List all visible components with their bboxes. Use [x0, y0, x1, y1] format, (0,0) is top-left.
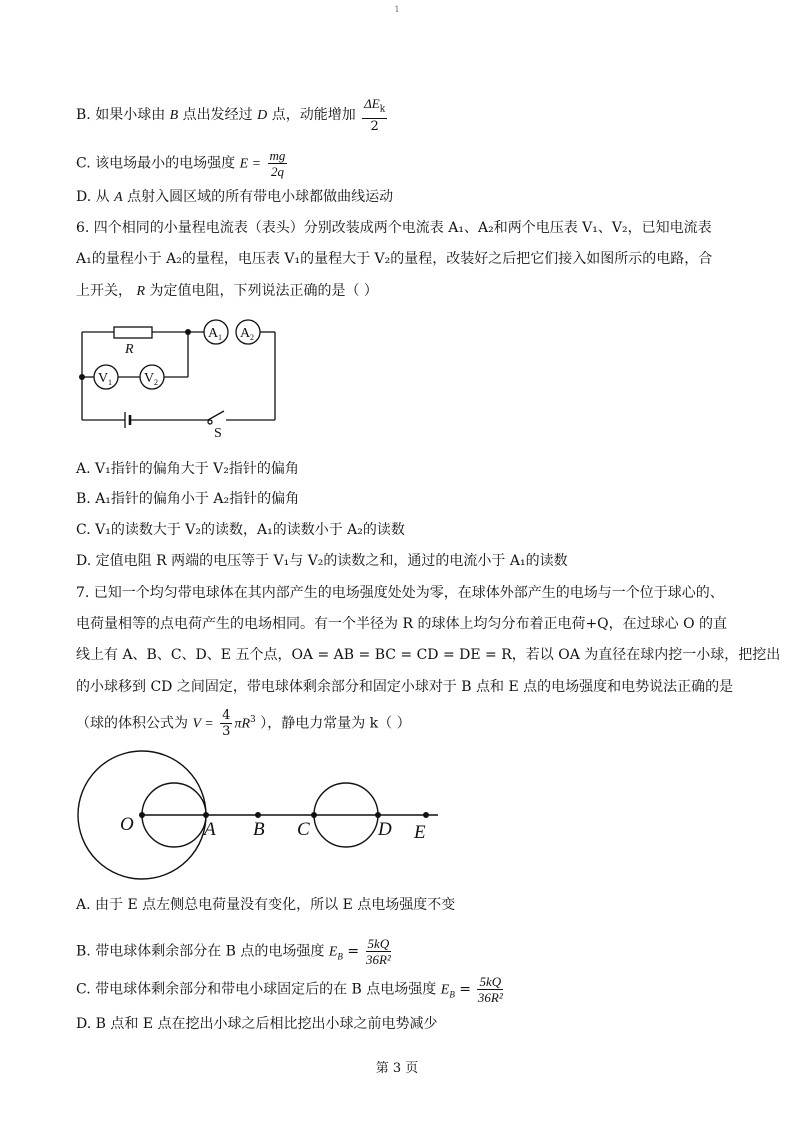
q5-option-b-text: B. 如果小球由	[76, 106, 166, 123]
q7-option-b-fraction	[366, 936, 392, 967]
label-a2-sub: 2	[250, 333, 254, 342]
q5-option-b-point-d: D	[257, 107, 268, 123]
q7-stem-line2: 电荷量相等的点电荷产生的电场相同。有一个半径为 R 的球体上均匀分布着正电荷+Q，在过球心 O 的直	[76, 616, 728, 632]
frac-denominator: 2	[370, 118, 379, 134]
q6-stem-line2: A₁的量程小于 A₂的量程，电压表 V₁的量程大于 V₂的量程，改装好之后把它们接入如图所示的电路，合	[76, 251, 713, 267]
point-b	[255, 812, 261, 818]
q6-stem-r: R	[136, 284, 146, 299]
q7-formula-v: V =	[192, 716, 214, 732]
q7-formula-fraction	[220, 708, 232, 739]
frac-numerator: ΔE	[364, 96, 380, 111]
label-v1-sub: 1	[108, 378, 112, 387]
label-b: B	[253, 819, 265, 840]
q5-option-c-text: C. 该电场最小的电场强度	[76, 155, 236, 172]
label-a2: A	[240, 326, 251, 341]
q5-option-d	[76, 188, 393, 207]
q6-stem-line1: 6. 四个相同的小量程电流表（表头）分别改装成两个电流表 A₁、A₂和两个电压表 V₁、V₂，已知电流表	[76, 220, 712, 236]
q7-option-b-e-sub: B	[337, 951, 343, 962]
page-footer: 第 3 页	[375, 1061, 419, 1076]
label-d: D	[378, 819, 392, 840]
label-o: O	[120, 814, 134, 835]
label-a1: A	[208, 326, 219, 341]
label-v1: V	[98, 371, 109, 386]
frac-denominator: 2q	[270, 164, 284, 179]
q6-stem-line3	[76, 282, 378, 301]
frac-denominator: 3	[222, 724, 231, 739]
q6-stem-line3-post: 为定值电阻，下列说法正确的是（ ）	[149, 283, 378, 299]
label-v2-sub: 2	[154, 378, 158, 387]
page-header-mark: 1	[394, 5, 400, 14]
q7-option-a: A. 由于 E 点左侧总电荷量没有变化，所以 E 点电场强度不变	[76, 897, 456, 913]
frac-numerator-sub: k	[379, 104, 386, 115]
sphere-diagram	[76, 749, 446, 889]
q5-option-b	[76, 96, 389, 134]
resistor-r	[114, 327, 152, 338]
switch-contact	[208, 420, 212, 424]
q5-option-b-point-b: B	[169, 107, 179, 123]
label-s: S	[214, 426, 222, 440]
label-r: R	[125, 342, 134, 357]
q7-stem-line3: 线上有 A、B、C、D、E 五个点，OA = AB = BC = CD = DE = R，若以 OA 为直径在球内挖一小球，把挖出	[76, 647, 781, 663]
q5-option-c	[76, 148, 289, 179]
label-v2: V	[144, 371, 155, 386]
frac-numerator: 4	[222, 708, 231, 723]
frac-denominator: 36R²	[477, 990, 503, 1005]
q7-option-c: C. 带电球体剩余部分和带电小球固定后的在 B 点电场强度 $E_B$ = $\frac{5kQ}{\text{36R²}}$	[76, 974, 503, 1005]
q7-stem-line5-post: ），静电力常量为 k（ ）	[260, 715, 411, 732]
q5-option-d-text-post: 点射入圆区域的所有带电小球都做曲线运动	[127, 189, 394, 205]
q7-option-b: B. 带电球体剩余部分在 B 点的电场强度 $E_B$ = $\frac{5kQ}{\text{36R²}}$	[76, 936, 391, 967]
q7-option-c-text: C. 带电球体剩余部分和带电小球固定后的在 B 点电场强度	[76, 981, 437, 998]
point-o	[139, 812, 145, 818]
point-a	[203, 812, 209, 818]
q7-option-c-fraction	[477, 974, 503, 1005]
q7-option-c-e: E	[440, 982, 450, 998]
q6-option-d: D. 定值电阻 R 两端的电压等于 V₁与 V₂的读数之和，通过的电流小于 A₁的读数	[76, 553, 568, 569]
label-a: A	[204, 819, 216, 840]
q5-option-b-fraction	[362, 96, 387, 134]
frac-numerator: mg	[269, 148, 286, 163]
q6-option-c: C. V₁的读数大于 V₂的读数，A₁的读数小于 A₂的读数	[76, 522, 405, 538]
q7-stem-line5	[76, 708, 411, 739]
frac-numerator: 5kQ	[479, 974, 502, 989]
q5-option-c-e: E =	[239, 156, 262, 172]
junction-left	[79, 374, 85, 380]
label-a1-sub: 1	[218, 333, 222, 342]
q7-stem-line5-pre: （球的体积公式为	[76, 715, 188, 732]
frac-numerator: 5kQ	[367, 936, 390, 951]
point-e	[423, 812, 429, 818]
junction-top	[185, 329, 191, 335]
q5-option-b-text-post: 点，动能增加	[271, 106, 356, 123]
q6-option-b: B. A₁指针的偏角小于 A₂指针的偏角	[76, 491, 300, 507]
label-c: C	[297, 819, 310, 840]
q7-stem-line1: 7. 已知一个均匀带电球体在其内部产生的电场强度处处为零，在球体外部产生的电场与一个位于球心的、	[76, 585, 724, 601]
switch-blade	[208, 411, 224, 420]
q7-option-d: D. B 点和 E 点在挖出小球之后相比挖出小球之前电势减少	[76, 1016, 438, 1032]
q5-option-d-point-a: A	[114, 190, 123, 205]
circuit-diagram	[70, 312, 290, 440]
q5-option-b-text-mid: 点出发经过	[182, 106, 253, 123]
label-e: E	[414, 822, 426, 843]
q7-stem-line4: 的小球移到 CD 之间固定，带电球体剩余部分和固定小球对于 B 点和 E 点的电场强度和电势说法正确的是	[76, 679, 734, 695]
q7-option-b-e: E	[328, 944, 338, 960]
q7-formula-exponent: 3	[250, 714, 256, 725]
point-d	[375, 812, 381, 818]
q7-option-c-e-sub: B	[449, 989, 455, 1000]
q7-formula-pir: πR	[234, 716, 251, 732]
q6-stem-line3-text: 上开关，	[76, 283, 132, 299]
point-c	[311, 812, 317, 818]
q5-option-c-fraction	[268, 148, 288, 179]
q6-option-a: A. V₁指针的偏角大于 V₂指针的偏角	[76, 461, 299, 477]
q5-option-d-text: D. 从	[76, 189, 110, 205]
q7-option-b-text: B. 带电球体剩余部分在 B 点的电场强度	[76, 943, 325, 960]
frac-denominator: 36R²	[365, 952, 391, 967]
